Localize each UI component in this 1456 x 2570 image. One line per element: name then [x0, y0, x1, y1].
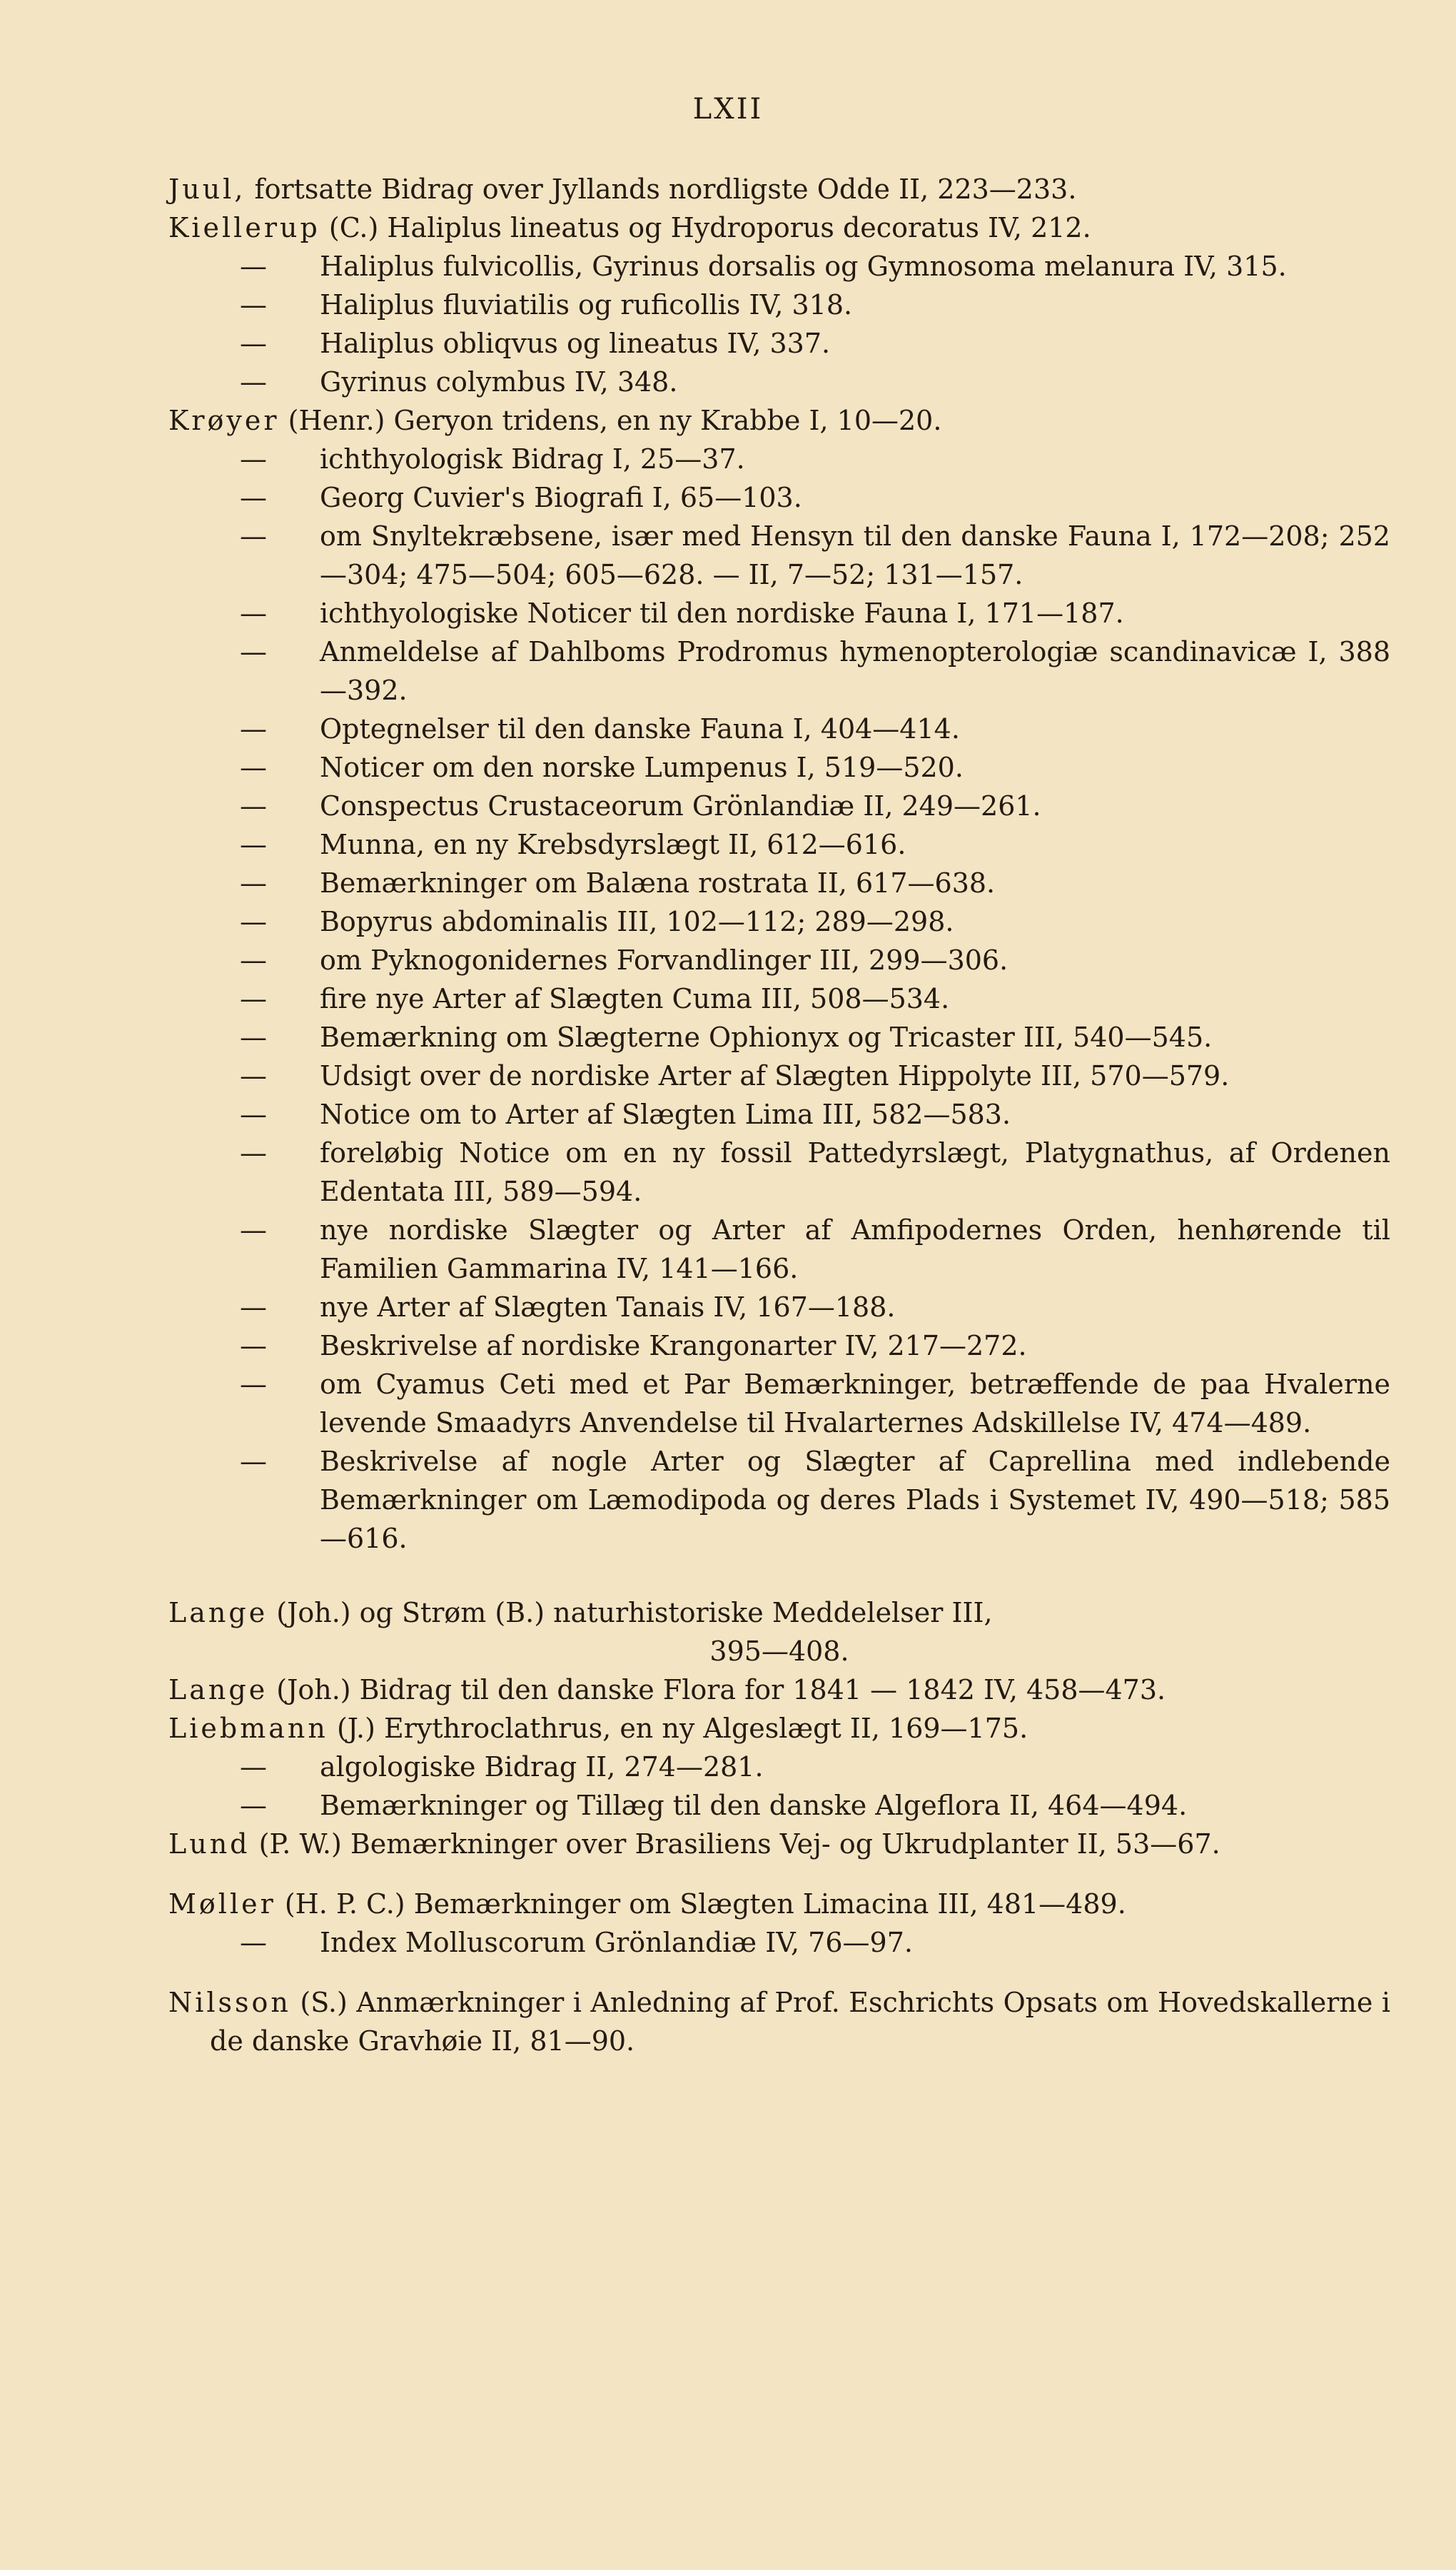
sub-entry: [240, 286, 1390, 324]
sub-entry: [240, 864, 1390, 902]
entry-text: (S.) Anmærkninger i Anledning af Prof. Eschrichts Opsats om Hovedskallerne i de danske Gravhøie II, 81—90.: [210, 1987, 1390, 2057]
sub-entry: [240, 1365, 1390, 1442]
index-entry: [168, 1593, 1390, 1670]
ditto-dash: —: [240, 1751, 267, 1783]
ditto-dash: —: [240, 328, 267, 359]
sub-entry-text: foreløbig Notice om en ny fossil Pattedyrslægt, Platygnathus, af Ordenen Edentata III, 589—594.: [320, 1137, 1390, 1207]
entry-text: (Henr.) Geryon tridens, en ny Krabbe I, 10—20.: [288, 405, 942, 436]
sub-entry: [240, 478, 1390, 517]
ditto-dash: —: [240, 790, 267, 822]
sub-entry-text: Gyrinus colymbus IV, 348.: [320, 366, 678, 398]
sub-entry: [240, 1018, 1390, 1057]
ditto-dash: —: [240, 1214, 267, 1246]
ditto-dash: —: [240, 1369, 267, 1400]
index-entry: [168, 1670, 1390, 1709]
ditto-dash: —: [240, 1927, 267, 1958]
ditto-dash: —: [240, 1790, 267, 1821]
entry-text: (J.) Erythroclathrus, en ny Algeslægt II, 169—175.: [336, 1713, 1028, 1744]
ditto-dash: —: [240, 1330, 267, 1361]
ditto-dash: —: [240, 983, 267, 1014]
sub-entry-text: Udsigt over de nordiske Arter af Slægten Hippolyte III, 570—579.: [320, 1060, 1230, 1092]
ditto-dash: —: [240, 443, 267, 475]
author-name: Lange: [168, 1674, 268, 1705]
sub-entry-text: ichthyologisk Bidrag I, 25—37.: [320, 443, 745, 475]
sub-entry-text: Beskrivelse af nordiske Krangonarter IV, 217—272.: [320, 1330, 1027, 1361]
author-name: Krøyer: [168, 405, 280, 436]
sub-entry-text: Anmeldelse af Dahlboms Prodromus hymenopterologiæ scandinavicæ I, 388—392.: [320, 636, 1390, 706]
sub-entry: [240, 247, 1390, 286]
sub-entry-text: Bemærkninger og Tillæg til den danske Algeflora II, 464—494.: [320, 1790, 1188, 1821]
ditto-dash: —: [240, 1137, 267, 1169]
ditto-dash: —: [240, 520, 267, 552]
sub-entry-text: Bemærkninger om Balæna rostrata II, 617—638.: [320, 867, 996, 899]
sub-entry-text: fire nye Arter af Slægten Cuma III, 508—534.: [320, 983, 950, 1014]
ditto-dash: —: [240, 1099, 267, 1130]
index-entry: [168, 1885, 1390, 1923]
sub-entry: [240, 1748, 1390, 1786]
sub-entry-text: nye Arter af Slægten Tanais IV, 167—188.: [320, 1291, 896, 1323]
ditto-dash: —: [240, 1446, 267, 1477]
sub-entry: [240, 440, 1390, 478]
sub-entry: [240, 902, 1390, 941]
ditto-dash: —: [240, 752, 267, 783]
sub-entry-text: Haliplus fulvicollis, Gyrinus dorsalis og Gymnosoma melanura IV, 315.: [320, 251, 1287, 282]
sub-entry-text: om Snyltekræbsene, især med Hensyn til den danske Fauna I, 172—208; 252—304; 475—504; 605—628. — II, 7—52; 131—157.: [320, 520, 1390, 590]
sub-entry-text: om Cyamus Ceti med et Par Bemærkninger, betræffende de paa Hvalerne levende Smaadyrs Anvendelse til Hvalarternes Adskillelse IV, 474—489.: [320, 1369, 1390, 1438]
sub-entry-text: Bopyrus abdominalis III, 102—112; 289—298.: [320, 906, 954, 937]
sub-entry: [240, 363, 1390, 401]
entry-text: (Joh.) og Strøm (B.) naturhistoriske Meddelelser III,: [276, 1597, 993, 1628]
sub-entry: [240, 1095, 1390, 1134]
sub-entry-text: Munna, en ny Krebsdyrslægt II, 612—616.: [320, 829, 906, 860]
ditto-dash: —: [240, 1022, 267, 1053]
sub-entry-text: Notice om to Arter af Slægten Lima III, 582—583.: [320, 1099, 1011, 1130]
sub-entry-text: ichthyologiske Noticer til den nordiske Fauna I, 171—187.: [320, 598, 1124, 629]
author-name: Nilsson: [168, 1987, 291, 2018]
index-entry: [168, 208, 1390, 247]
ditto-dash: —: [240, 636, 267, 667]
author-name: Lund: [168, 1828, 251, 1860]
sub-entry-text: Georg Cuvier's Biografi I, 65—103.: [320, 482, 802, 513]
sub-entry: [240, 1442, 1390, 1558]
entry-text: (Joh.) Bidrag til den danske Flora for 1841 — 1842 IV, 458—473.: [276, 1674, 1166, 1705]
sub-entry-text: Optegnelser til den danske Fauna I, 404—414.: [320, 713, 960, 745]
page-number: LXII: [692, 93, 764, 126]
sub-entry-text: Index Molluscorum Grönlandiæ IV, 76—97.: [320, 1927, 913, 1958]
ditto-dash: —: [240, 251, 267, 282]
sub-entry-text: Conspectus Crustaceorum Grönlandiæ II, 249—261.: [320, 790, 1041, 822]
ditto-dash: —: [240, 1060, 267, 1092]
sub-entry-text: Noticer om den norske Lumpenus I, 519—520.: [320, 752, 964, 783]
index-entry: [168, 170, 1390, 208]
author-name: Lange: [168, 1597, 268, 1628]
sub-entry: [240, 1057, 1390, 1095]
ditto-dash: —: [240, 713, 267, 745]
index-entry: [168, 1983, 1390, 2060]
sub-entry-text: om Pyknogonidernes Forvandlinger III, 299—306.: [320, 944, 1008, 976]
sub-entry: [240, 324, 1390, 363]
sub-entry: [240, 1288, 1390, 1326]
sub-entry: [240, 1134, 1390, 1211]
sub-entry-text: Haliplus obliqvus og lineatus IV, 337.: [320, 328, 831, 359]
ditto-dash: —: [240, 366, 267, 398]
sub-entry-text: algologiske Bidrag II, 274—281.: [320, 1751, 764, 1783]
sub-entry: [240, 1326, 1390, 1365]
sub-entry: [240, 517, 1390, 594]
ditto-dash: —: [240, 867, 267, 899]
sub-entry-text: nye nordiske Slægter og Arter af Amfipodernes Orden, henhørende til Familien Gammarina IV, 141—166.: [320, 1214, 1390, 1284]
ditto-dash: —: [240, 829, 267, 860]
sub-entry: [240, 979, 1390, 1018]
entry-text: (P. W.) Bemærkninger over Brasiliens Vej- og Ukrudplanter II, 53—67.: [258, 1828, 1220, 1860]
author-name: Juul,: [168, 173, 246, 205]
sub-entry-text: Bemærkning om Slægterne Ophionyx og Tricaster III, 540—545.: [320, 1022, 1213, 1053]
sub-entry: [240, 787, 1390, 825]
ditto-dash: —: [240, 289, 267, 321]
sub-entry: [240, 594, 1390, 633]
sub-entry: [240, 825, 1390, 864]
sub-entry: [240, 1786, 1390, 1825]
ditto-dash: —: [240, 906, 267, 937]
author-name: Møller: [168, 1888, 276, 1920]
author-name: Liebmann: [168, 1713, 328, 1744]
index-entries: [168, 170, 1390, 2060]
sub-entry: [240, 748, 1390, 787]
sub-entry: [240, 633, 1390, 710]
sub-entry-text: Haliplus fluviatilis og ruficollis IV, 318.: [320, 289, 853, 321]
entry-text: (C.) Haliplus lineatus og Hydroporus decoratus IV, 212.: [328, 212, 1091, 243]
entry-continuation: 395—408.: [709, 1636, 849, 1667]
author-name: Kiellerup: [168, 212, 320, 243]
index-entry: [168, 401, 1390, 440]
ditto-dash: —: [240, 944, 267, 976]
entry-text: (H. P. C.) Bemærkninger om Slægten Limacina III, 481—489.: [284, 1888, 1126, 1920]
index-entry: [168, 1825, 1390, 1863]
sub-entry-text: Beskrivelse af nogle Arter og Slægter af Caprellina med indlebende Bemærkninger om Læmodipoda og deres Plads i Systemet IV, 490—518; 585—616.: [320, 1446, 1390, 1554]
sub-entry: [240, 710, 1390, 748]
index-entry: [168, 1709, 1390, 1748]
ditto-dash: —: [240, 598, 267, 629]
ditto-dash: —: [240, 1291, 267, 1323]
sub-entry: [240, 941, 1390, 979]
sub-entry: [240, 1211, 1390, 1288]
entry-text: fortsatte Bidrag over Jyllands nordligste Odde II, 223—233.: [254, 173, 1077, 205]
sub-entry: [240, 1923, 1390, 1962]
ditto-dash: —: [240, 482, 267, 513]
